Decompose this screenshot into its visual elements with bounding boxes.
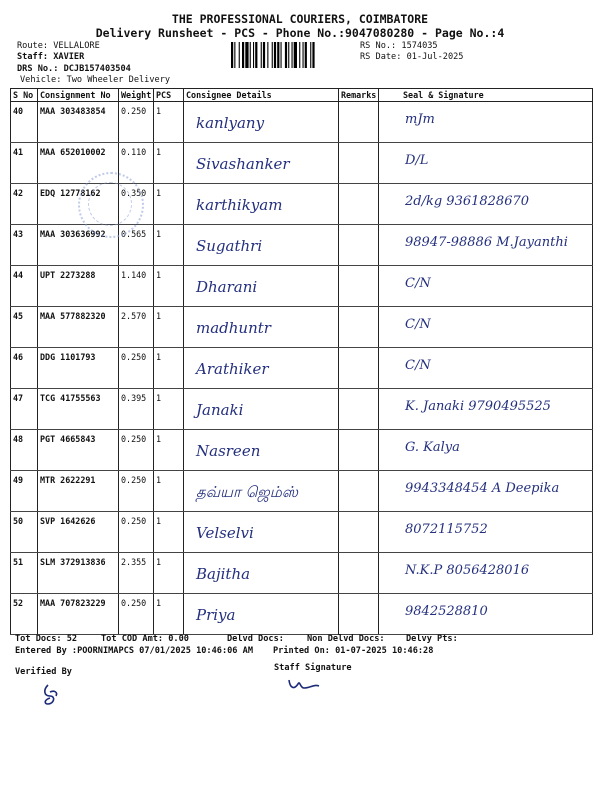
cell-consignment-no: EDQ 12778162 [38,184,119,225]
cell-pcs: 1 [154,307,184,348]
consignee-handwriting: karthikyam [196,196,283,214]
delivered-docs: Delvd Docs: [227,634,284,644]
cell-weight: 0.250 [119,512,154,553]
cell-sno: 40 [11,102,38,143]
total-docs: Tot Docs: 52 [15,634,78,644]
col-header-seal: Seal & Signature [379,89,593,102]
office-stamp-inner [88,182,132,226]
cell-weight: 0.565 [119,225,154,266]
cell-sno: 43 [11,225,38,266]
cell-sno: 41 [11,143,38,184]
col-header-sno: S No [11,89,38,102]
cell-seal-signature [379,225,593,266]
seal-signature-handwriting: C/N [405,358,431,373]
cell-consignee [184,102,339,143]
runsheet-subtitle: Delivery Runsheet - PCS - Phone No.:9047080280 - Page No.:4 [95,26,505,40]
cell-sno: 45 [11,307,38,348]
vehicle-label: Vehicle: Two Wheeler Delivery [20,75,171,85]
table-row [11,389,593,430]
rs-number: RS No.: 1574035 [360,41,438,51]
cell-sno: 46 [11,348,38,389]
cell-seal-signature [379,266,593,307]
table-row [11,266,593,307]
cell-consignment-no: UPT 2273288 [38,266,119,307]
consignee-handwriting: Sugathri [196,237,263,255]
cell-pcs: 1 [154,225,184,266]
cell-consignment-no: MAA 707823229 [38,594,119,635]
cell-weight: 0.250 [119,102,154,143]
cell-seal-signature [379,348,593,389]
cell-remarks [339,184,379,225]
cell-seal-signature [379,430,593,471]
seal-signature-handwriting: C/N [405,276,431,291]
consignee-handwriting: Nasreen [196,442,261,460]
cell-remarks [339,512,379,553]
seal-signature-handwriting: N.K.P 8056428016 [405,563,530,578]
cell-consignee [184,143,339,184]
cell-remarks [339,348,379,389]
cell-consignee [184,553,339,594]
consignee-handwriting: தவ்யா ஜெம்ஸ் [196,483,298,501]
table-row [11,471,593,512]
col-header-consignee: Consignee Details [184,89,339,102]
cell-remarks [339,266,379,307]
table-row [11,348,593,389]
cell-consignment-no: SLM 372913836 [38,553,119,594]
cell-sno: 48 [11,430,38,471]
cell-pcs: 1 [154,471,184,512]
table-row [11,512,593,553]
cell-consignee [184,225,339,266]
company-title: THE PROFESSIONAL COURIERS, COIMBATORE [171,12,429,26]
consignee-handwriting: Priya [196,606,236,624]
seal-signature-handwriting: 9943348454 A Deepika [405,481,560,496]
cell-weight: 1.140 [119,266,154,307]
seal-signature-handwriting: D/L [405,153,429,168]
cell-remarks [339,389,379,430]
cell-consignment-no: MAA 303483854 [38,102,119,143]
col-header-pcs: PCS [154,89,184,102]
cell-consignment-no: MAA 303636992 [38,225,119,266]
consignee-handwriting: Dharani [196,278,258,296]
cell-seal-signature [379,512,593,553]
seal-signature-handwriting: 2d/kg 9361828670 [405,194,530,209]
cell-consignment-no: TCG 41755563 [38,389,119,430]
cell-weight: 0.395 [119,389,154,430]
cell-consignee [184,348,339,389]
cell-consignment-no: MAA 577882320 [38,307,119,348]
runsheet-table [10,88,593,635]
table-row [11,553,593,594]
non-delivered-docs: Non Delvd Docs: [307,634,385,644]
cell-seal-signature [379,594,593,635]
cell-pcs: 1 [154,512,184,553]
cell-consignee [184,266,339,307]
cell-pcs: 1 [154,348,184,389]
cell-seal-signature [379,184,593,225]
seal-signature-handwriting: C/N [405,317,431,332]
cell-consignee [184,512,339,553]
cell-consignee [184,594,339,635]
cell-pcs: 1 [154,143,184,184]
cell-weight: 0.250 [119,348,154,389]
cell-consignee [184,471,339,512]
printed-on: Printed On: 01-07-2025 10:46:28 [273,646,434,656]
cell-weight: 0.250 [119,430,154,471]
cell-seal-signature [379,471,593,512]
cell-consignee [184,389,339,430]
cell-pcs: 1 [154,594,184,635]
table-row [11,307,593,348]
cell-seal-signature [379,553,593,594]
staff-label: Staff: XAVIER [17,52,85,62]
seal-signature-handwriting: G. Kalya [405,440,460,455]
cell-consignment-no: MAA 652010002 [38,143,119,184]
cell-consignment-no: DDG 1101793 [38,348,119,389]
staff-signature-label: Staff Signature [274,663,352,673]
entered-by: Entered By :POORNIMAPCS 07/01/2025 10:46:06 AM [15,646,253,656]
table-row [11,430,593,471]
cell-remarks [339,430,379,471]
drs-number: DRS No.: DCJB157403504 [17,64,131,74]
cell-consignee [184,430,339,471]
cell-seal-signature [379,389,593,430]
cell-remarks [339,225,379,266]
delivery-points: Delvy Pts: [406,634,458,644]
seal-signature-handwriting: K. Janaki 9790495525 [405,399,551,414]
barcode-icon [230,42,354,68]
route-label: Route: VELLALORE [17,41,100,51]
cell-remarks [339,102,379,143]
cell-pcs: 1 [154,102,184,143]
cell-sno: 52 [11,594,38,635]
consignee-handwriting: kanlyany [196,114,265,132]
cell-pcs: 1 [154,184,184,225]
col-header-remarks: Remarks [339,89,379,102]
cell-seal-signature [379,102,593,143]
seal-signature-handwriting: mJm [405,112,435,127]
cell-sno: 47 [11,389,38,430]
cell-weight: 0.110 [119,143,154,184]
cell-pcs: 1 [154,553,184,594]
cell-seal-signature [379,143,593,184]
cell-weight: 0.250 [119,594,154,635]
cell-consignment-no: PGT 4665843 [38,430,119,471]
col-header-consignment: Consignment No [38,89,119,102]
consignee-handwriting: Janaki [196,401,244,419]
cell-weight: 2.570 [119,307,154,348]
cell-consignee [184,307,339,348]
cell-weight: 0.350 [119,184,154,225]
cell-remarks [339,594,379,635]
seal-signature-handwriting: 8072115752 [405,522,488,537]
cell-remarks [339,553,379,594]
rs-date: RS Date: 01-Jul-2025 [360,52,464,62]
cell-seal-signature [379,307,593,348]
consignee-handwriting: Velselvi [196,524,254,542]
consignee-handwriting: Sivashanker [196,155,290,173]
cell-remarks [339,143,379,184]
cell-pcs: 1 [154,389,184,430]
cell-sno: 49 [11,471,38,512]
cell-consignment-no: MTR 2622291 [38,471,119,512]
cell-weight: 0.250 [119,471,154,512]
cell-sno: 51 [11,553,38,594]
col-header-weight: Weight [119,89,154,102]
cell-sno: 50 [11,512,38,553]
cell-sno: 42 [11,184,38,225]
table-row [11,594,593,635]
cell-sno: 44 [11,266,38,307]
consignee-handwriting: Bajitha [196,565,251,583]
verifier-signature-icon [40,682,64,708]
cell-pcs: 1 [154,266,184,307]
seal-signature-handwriting: 98947-98886 M.Jayanthi [405,235,568,250]
cell-weight: 2.355 [119,553,154,594]
cell-remarks [339,307,379,348]
seal-signature-handwriting: 9842528810 [405,604,488,619]
total-cod-amount: Tot COD Amt: 0.00 [101,634,189,644]
cell-consignment-no: SVP 1642626 [38,512,119,553]
cell-remarks [339,471,379,512]
consignee-handwriting: madhuntr [196,319,271,337]
consignee-handwriting: Arathiker [196,360,269,378]
staff-signature-icon [286,674,322,694]
table-row [11,102,593,143]
verified-by-label: Verified By [15,667,72,677]
table-header-row [11,89,593,102]
cell-consignee [184,184,339,225]
cell-pcs: 1 [154,430,184,471]
